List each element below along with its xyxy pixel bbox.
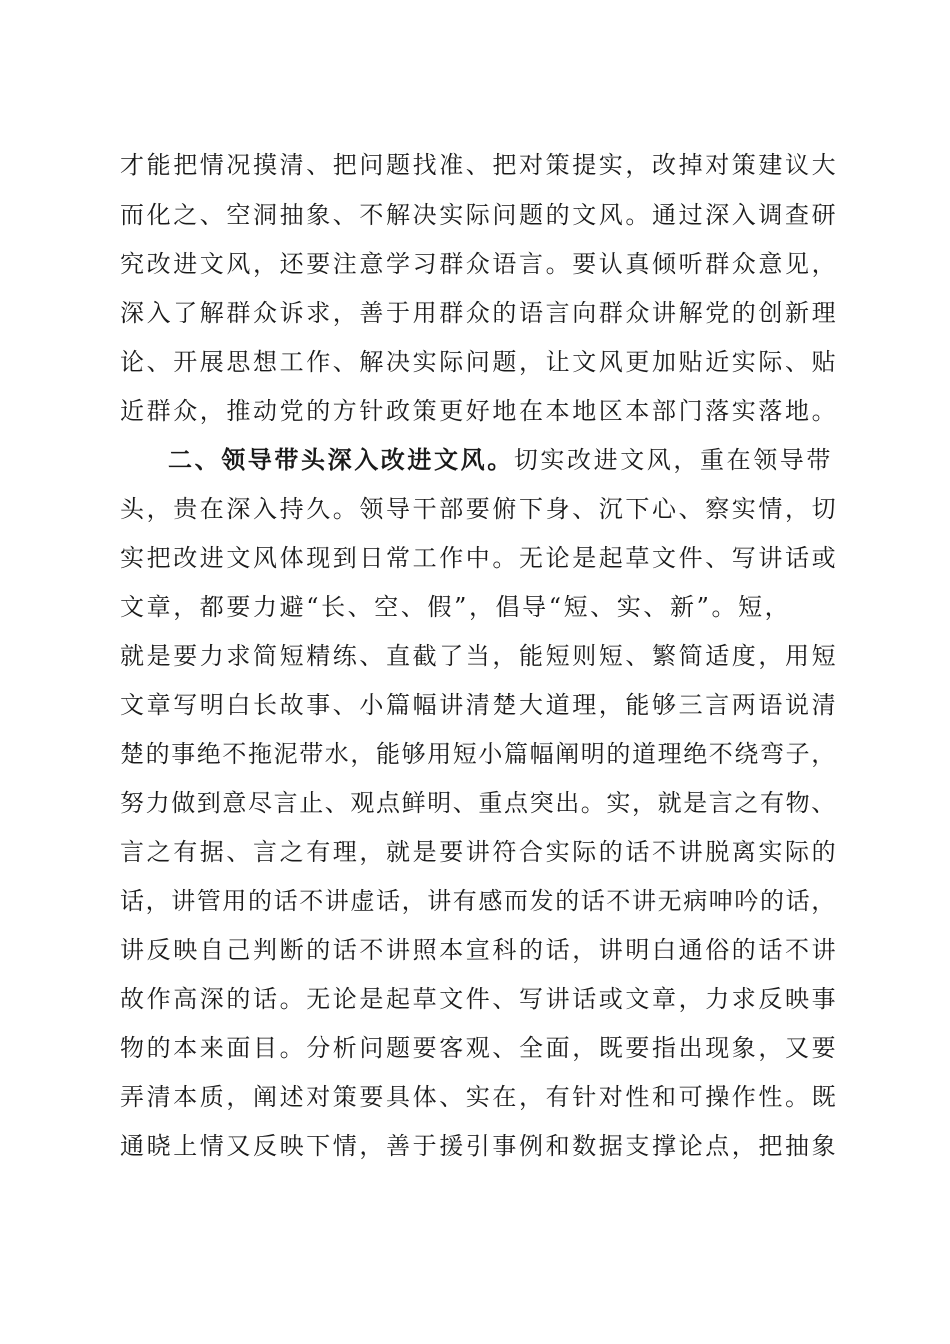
paragraph-line: 弄清本质，阐述对策要具体、实在，有针对性和可操作性。既 bbox=[120, 1083, 839, 1111]
section-first-line-text: 切实改进文风，重在领导带 bbox=[513, 446, 834, 474]
paragraph-line: 头，贵在深入持久。领导干部要俯下身、沉下心、察实情，切 bbox=[120, 495, 839, 523]
section-heading: 二、领导带头深入改进文风。 bbox=[168, 446, 514, 474]
paragraph-line: 文章，都要力避“长、空、假”，倡导“短、实、新”。短， bbox=[120, 593, 792, 621]
paragraph-line: 物的本来面目。分析问题要客观、全面，既要指出现象，又要 bbox=[120, 1034, 839, 1062]
paragraph-line: 实把改进文风体现到日常工作中。无论是起草文件、写讲话或 bbox=[120, 544, 839, 572]
paragraph-line: 才能把情况摸清、把问题找准、把对策提实，改掉对策建议大 bbox=[120, 151, 839, 179]
paragraph-line: 论、开展思想工作、解决实际问题，让文风更加贴近实际、贴 bbox=[120, 348, 839, 376]
paragraph-line: 通晓上情又反映下情，善于援引事例和数据支撑论点，把抽象 bbox=[120, 1132, 839, 1160]
paragraph-line: 努力做到意尽言止、观点鲜明、重点突出。实，就是言之有物、 bbox=[120, 789, 837, 817]
paragraph-line: 言之有据、言之有理，就是要讲符合实际的话不讲脱离实际的 bbox=[120, 838, 839, 866]
section-first-line bbox=[168, 444, 833, 476]
paragraph-line: 故作高深的话。无论是起草文件、写讲话或文章，力求反映事 bbox=[120, 985, 839, 1013]
paragraph-line: 文章写明白长故事、小篇幅讲清楚大道理，能够三言两语说清 bbox=[120, 691, 839, 719]
paragraph-line: 楚的事绝不拖泥带水，能够用短小篇幅阐明的道理绝不绕弯子， bbox=[120, 740, 837, 768]
paragraph-line: 究改进文风，还要注意学习群众语言。要认真倾听群众意见， bbox=[120, 250, 839, 278]
paragraph-line: 近群众，推动党的方针政策更好地在本地区本部门落实落地。 bbox=[120, 397, 839, 425]
paragraph-line: 而化之、空洞抽象、不解决实际问题的文风。通过深入调查研 bbox=[120, 201, 839, 229]
paragraph-line: 话，讲管用的话不讲虚话，讲有感而发的话不讲无病呻吟的话， bbox=[120, 887, 837, 915]
paragraph-line: 讲反映自己判断的话不讲照本宣科的话，讲明白通俗的话不讲 bbox=[120, 936, 839, 964]
paragraph-line: 深入了解群众诉求，善于用群众的语言向群众讲解党的创新理 bbox=[120, 299, 839, 327]
paragraph-line: 就是要力求简短精练、直截了当，能短则短、繁简适度，用短 bbox=[120, 642, 839, 670]
